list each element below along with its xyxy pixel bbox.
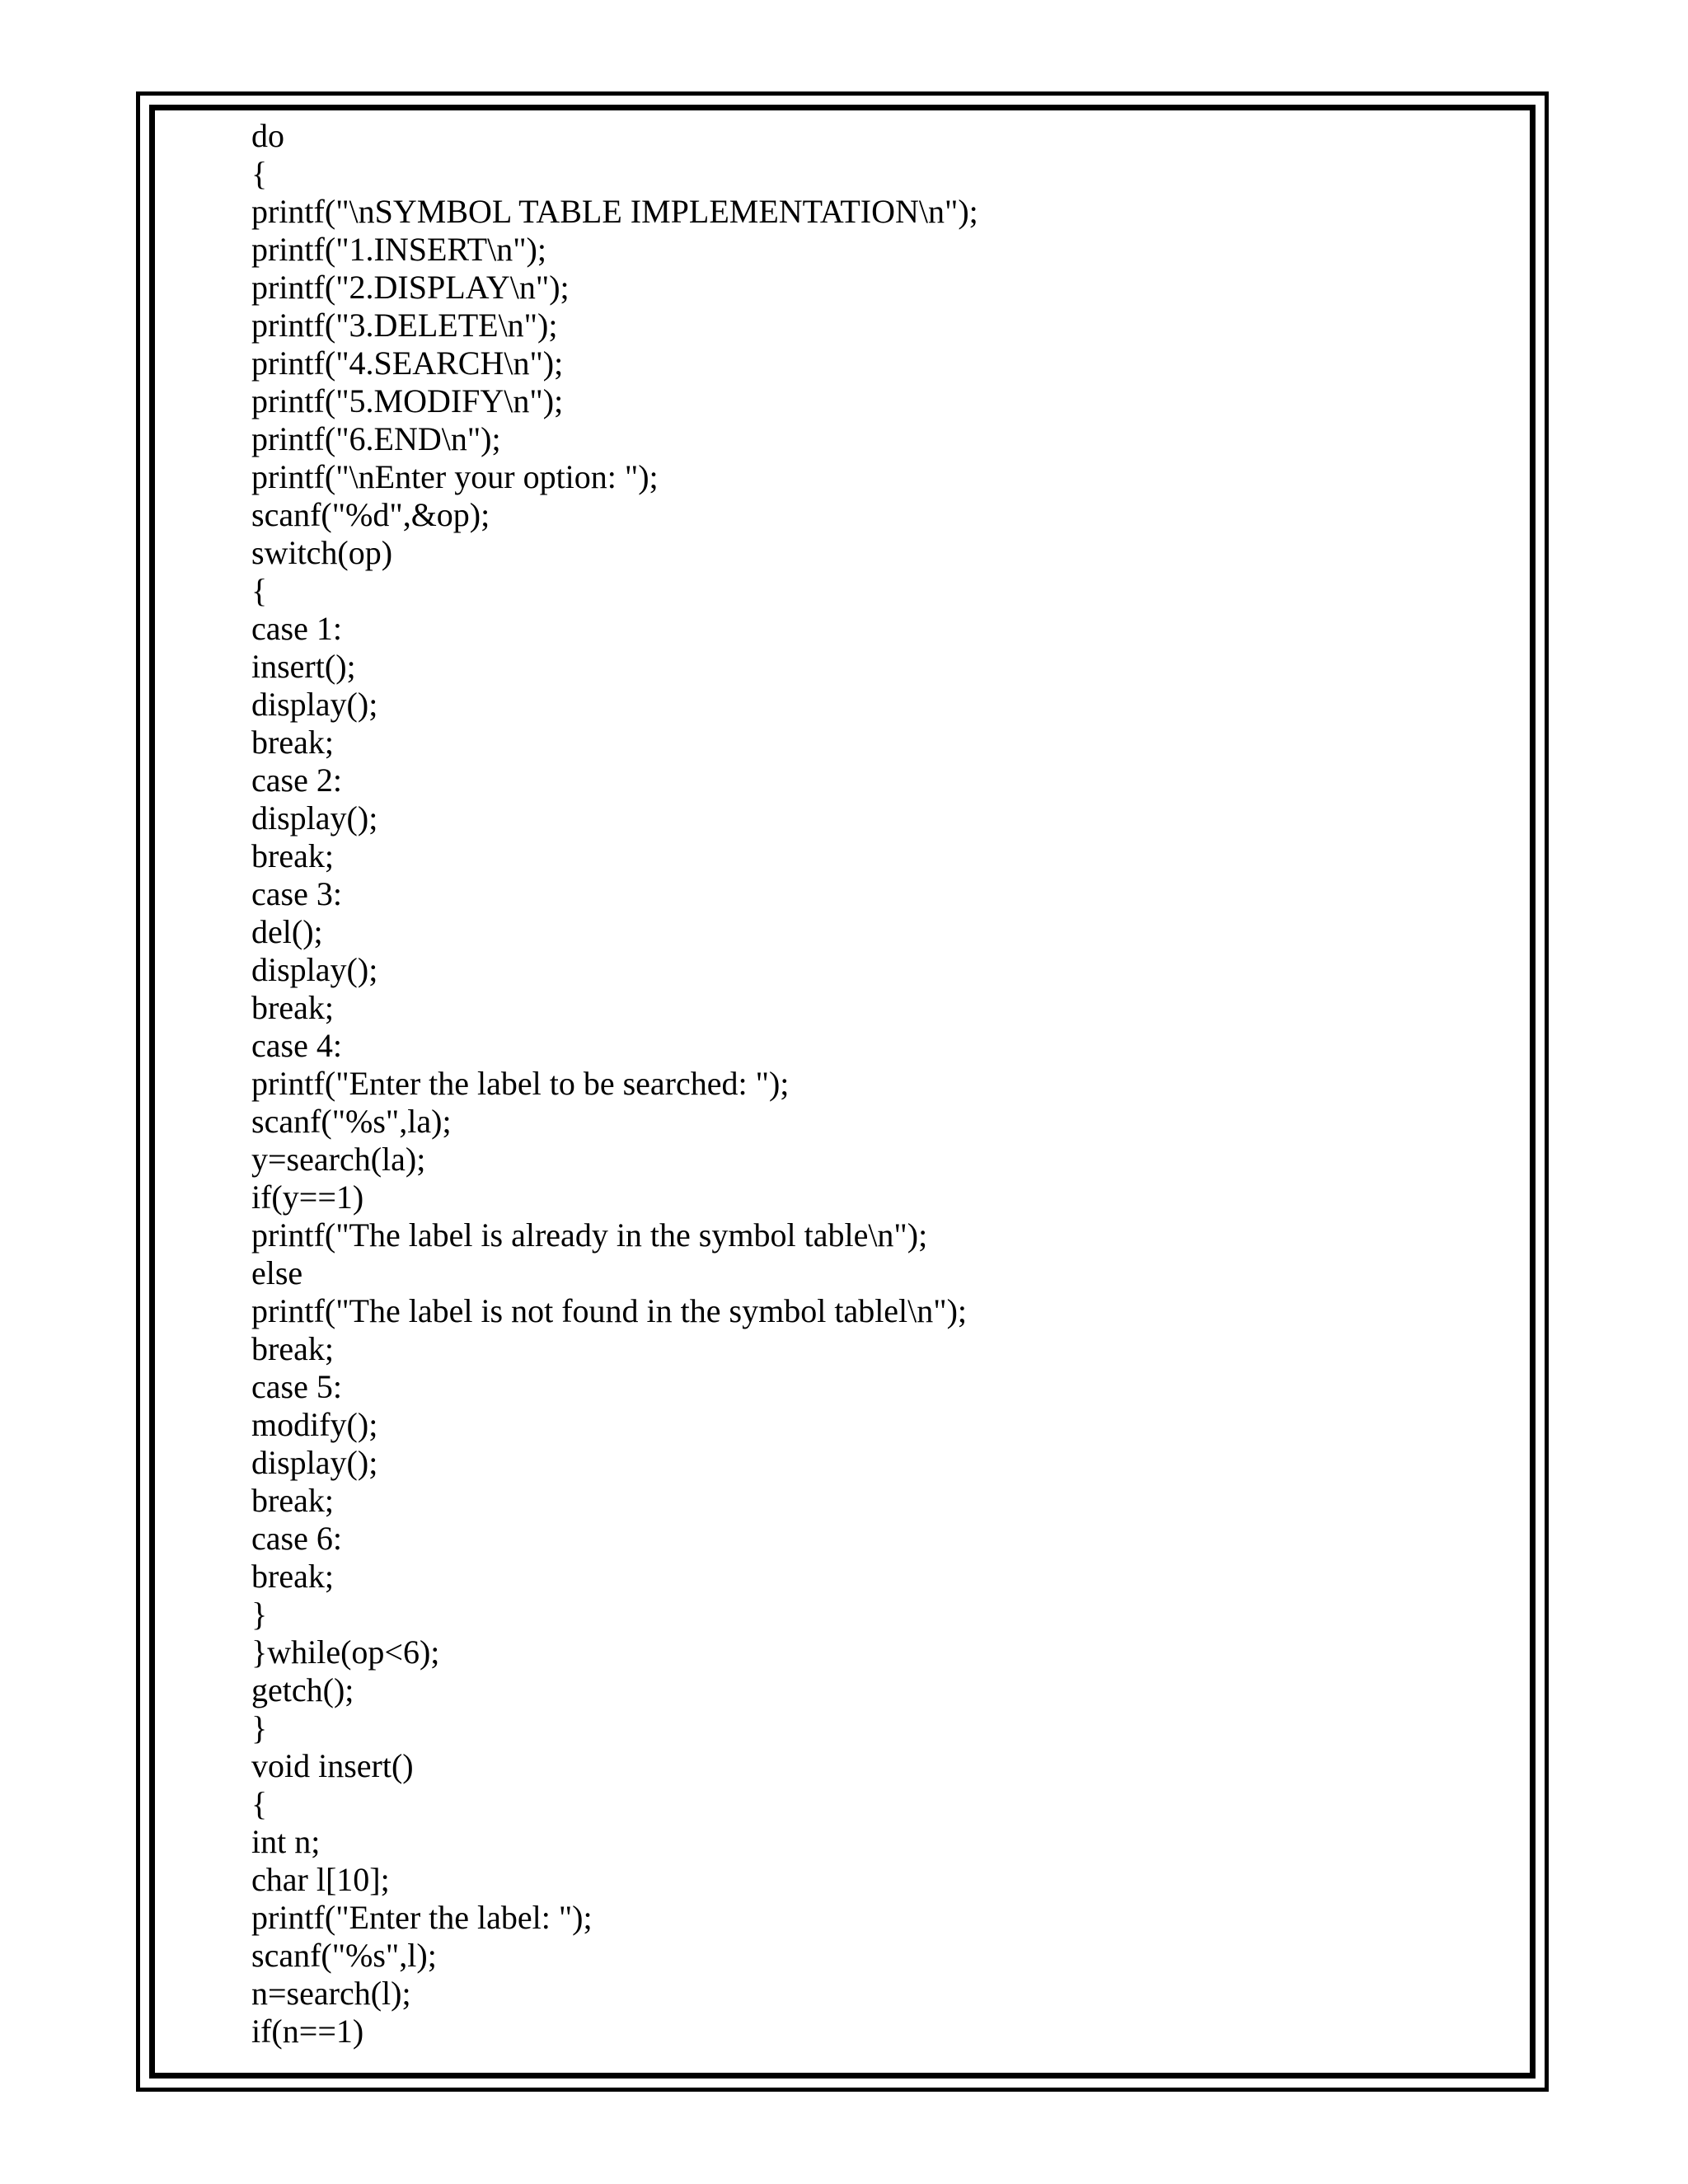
code-line: if(y==1): [251, 1179, 364, 1216]
code-line: display();: [251, 951, 378, 988]
code-line: case 6:: [251, 1520, 342, 1557]
code-line: printf("The label is already in the symbol table\n");: [251, 1216, 928, 1254]
code-line: printf("Enter the label to be searched: ");: [251, 1065, 790, 1102]
code-line: printf("5.MODIFY\n");: [251, 382, 564, 419]
code-line: {: [251, 1785, 268, 1822]
code-line: }: [251, 1709, 268, 1746]
code-line: printf("Enter the label: ");: [251, 1899, 593, 1936]
code-line: printf("2.DISPLAY\n");: [251, 269, 570, 306]
code-line: printf("1.INSERT\n");: [251, 231, 546, 268]
code-line: do: [251, 117, 284, 154]
code-line: case 1:: [251, 610, 342, 647]
code-line: int n;: [251, 1823, 321, 1860]
code-line: display();: [251, 1444, 378, 1481]
code-line: {: [251, 155, 268, 192]
code-line: scanf("%s",la);: [251, 1103, 452, 1140]
code-line: void insert(): [251, 1747, 414, 1784]
code-line: printf("6.END\n");: [251, 420, 501, 457]
code-line: }while(op<6);: [251, 1633, 440, 1671]
code-line: y=search(la);: [251, 1141, 426, 1178]
code-line: case 5:: [251, 1368, 342, 1405]
code-line: printf("\nSYMBOL TABLE IMPLEMENTATION\n");: [251, 193, 978, 230]
code-line: break;: [251, 724, 334, 761]
code-line: del();: [251, 913, 323, 950]
code-line: n=search(l);: [251, 1975, 411, 2012]
code-line: getch();: [251, 1671, 354, 1708]
code-line: printf("3.DELETE\n");: [251, 307, 558, 344]
code-line: break;: [251, 989, 334, 1026]
code-line: char l[10];: [251, 1861, 390, 1898]
code-line: break;: [251, 1330, 334, 1367]
code-line: else: [251, 1254, 303, 1291]
code-line: case 4:: [251, 1027, 342, 1064]
code-listing: [251, 117, 978, 2050]
code-line: display();: [251, 799, 378, 837]
code-line: printf("4.SEARCH\n");: [251, 344, 564, 382]
code-line: case 2:: [251, 762, 342, 799]
code-line: switch(op): [251, 534, 393, 571]
code-line: if(n==1): [251, 2013, 364, 2050]
code-line: {: [251, 572, 268, 609]
code-line: modify();: [251, 1406, 378, 1443]
code-line: break;: [251, 837, 334, 874]
code-line: }: [251, 1596, 268, 1633]
code-line: scanf("%d",&op);: [251, 496, 490, 533]
code-line: scanf("%s",l);: [251, 1937, 437, 1974]
code-line: printf("\nEnter your option: ");: [251, 458, 659, 495]
code-line: display();: [251, 686, 378, 723]
code-line: case 3:: [251, 875, 342, 912]
code-line: break;: [251, 1558, 334, 1595]
code-line: insert();: [251, 648, 356, 685]
code-line: printf("The label is not found in the symbol tablel\n");: [251, 1292, 968, 1329]
code-line: break;: [251, 1482, 334, 1519]
